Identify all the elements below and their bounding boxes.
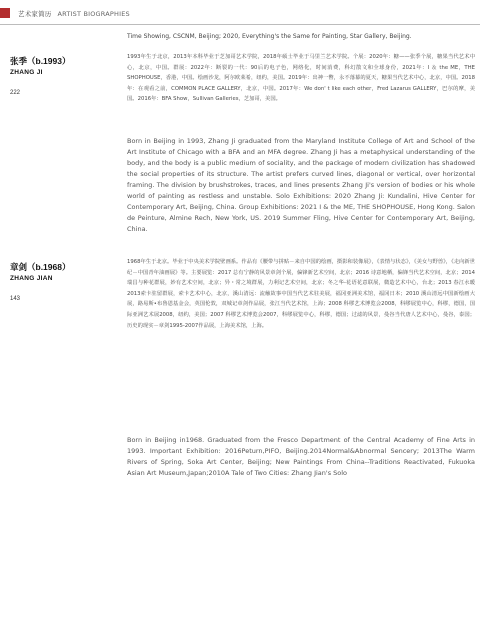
artist-page-number: 143 — [10, 296, 21, 302]
header-marker — [0, 8, 10, 18]
intro-line: Time Showing, CSCNM, Beijing; 2020, Everything's the Same for Painting, Star Gallery, Beijing. — [127, 33, 412, 40]
header-title-en: ARTIST BIOGRAPHIES — [57, 10, 130, 18]
artist-name-cn: 张季（b.1993） — [10, 56, 71, 66]
artist-zhang-ji — [10, 55, 110, 96]
artist-name-en: ZHANG JIAN — [10, 275, 53, 282]
artist-bio-cn: 1993年生于北京，2013年本科毕业于芝加哥艺术学院，2018年硕士毕业于马里兰艺术学院。个展：2020年：糖——张季个展，糖果当代艺术中心，北京，中国。群展：2022年：断裂的一代：90后的电子色，网络化，时间消费，科幻散文和全球身份，2021年：I ＆ the ME，THE SHOPHOUSE，香港，中国。绘画沙龙，阿尔欧莱希，纽约，美国。2019年：出神一瞥，永不落幕的夏天，糖果当代艺术中心，北京，中国。2018年：在观看之前，COMMON PLACE GALLERY，北京，中国。2017年：We don' t like each other，Fred Lazarus GALLERY，巴尔的摩，美国。2016年：BFA Show，Sullivan Galleries，芝加哥，美国。 — [127, 54, 475, 103]
artist-page-number: 222 — [10, 90, 21, 96]
artist-bio-en: Born in Beijing in 1993, Zhang Ji graduated from the Maryland Institute College of Art and School of the Art Institute of Chicago with a BFA and an MFA degree. Zhang Ji has a metaphysical understanding of the body, and the body is a public medium of sociality, and the package of modern civilization has shadowed the social properties of its structure. The artist prefers curved lines, diagonal or vertical, over horizontal framing. The division by brushstrokes, traces, and lines presents Zhang Ji's version of bodies or his whole world of painting as restless and unstable. Solo Exhibitions: 2020 Zhang Ji: Kundalini, Hive Center for Contemporary Art, Beijing, China. Group Exhibitions: 2021 I & the ME, THE SHOPHOUSE, Hong Kong. Salon de Peinture, Almine Rech, New York, US. 2019 Summer Fling, Hive Center for Contemporary Art, Beijing, China. — [127, 137, 475, 233]
header-title-cn: 艺术家简历 — [18, 10, 52, 18]
header-rule — [0, 24, 480, 25]
header-title — [18, 9, 130, 18]
artist-name-cn: 章剑（b.1968） — [10, 262, 71, 272]
artist-bio-cn: 1968年生于北京。毕业于中央美术学院壁画系。作品有《腰带与拼贴－来自中国的绘画，摄影和装像展》，《表情与状态》，《美女与野兽》，《走向新世纪－中国青年油画展》等。主要展览：2017 总有宁静的风景章剑个展，偏锋新艺术空间，北京；2016 诗意地栖，偏锋当代艺术空间，北京；2014 瑞昌与种花群展，妙有艺术空间，北京；异・常之境群展，力利记艺术空间，北京；冬之华-花语花意联展，微造艺术中心，台北；2013 春江水暖2013索卡驻留群展，索卡艺术中心，北京，溪山清远：流触故事中国当代艺术驻美展，福冈亚洲美术馆，福冈日本；2010 溪山清远中国新绘画大展，路易斯•布鲁恩基金会，英国伦敦，双城记章剑作品展，张江当代艺术馆，上海；2008 科缪艺术博览会2008，科缪展览中心，科缪，德国，国际亚洲艺术展2008，纽约，美国；2007 科缪艺术博览会2007，科缪展览中心，科缪，德国；过滤的风景，曼谷当代唐人艺术中心，曼谷，泰国；历史的现实－章剑1995-2007作品展，上海美术馆，上海。 — [127, 259, 475, 329]
artist-name-en: ZHANG JI — [10, 69, 43, 76]
page-header — [0, 0, 480, 24]
artist-zhang-jian — [10, 261, 110, 302]
artist-bio-en: Born in Beijing in1968. Graduated from the Fresco Department of the Central Academy of Fine Arts in 1993. Important Exhibition: 2016Peturn,PIFO, Beijing.2014Normal&Abnormal Sencery; 2013The Warm Rivers of Spring, Soka Art Center, Beijing; New Paintings From China--Traditions Reactivated, Fukuoka Asian Art Museum,Japan;2010A Tale of Two Cities: Zhang Jian's Solo — [127, 436, 475, 477]
